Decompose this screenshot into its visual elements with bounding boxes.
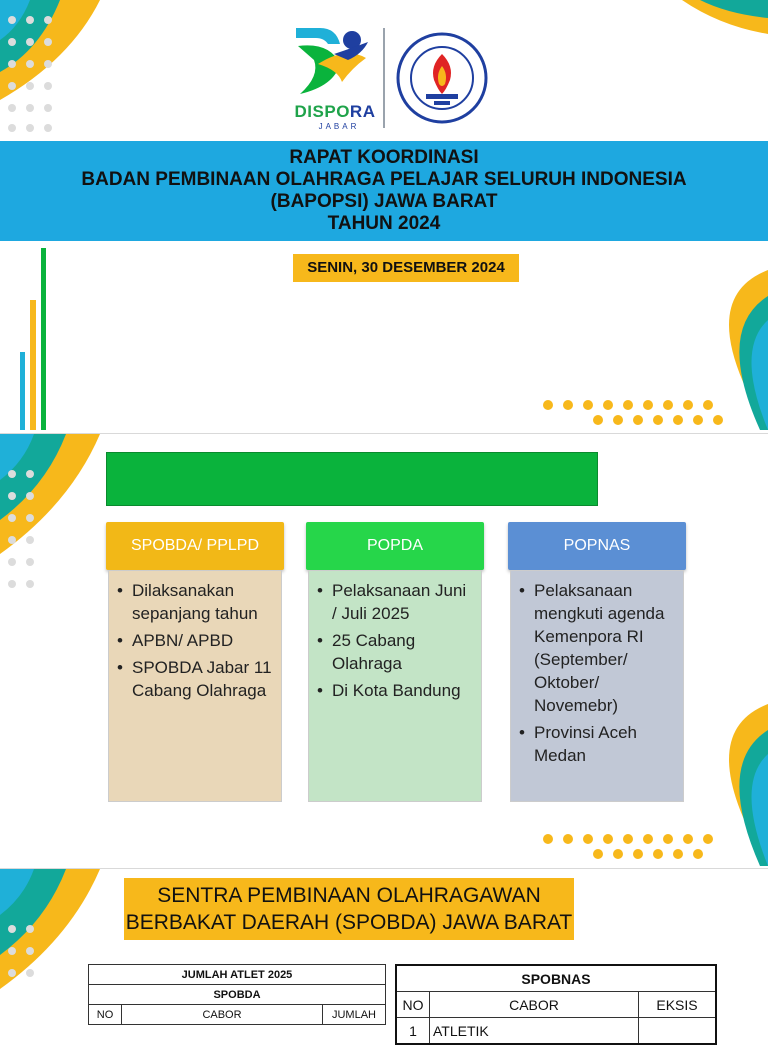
title-line-2: BADAN PEMBINAAN OLAHRAGA PELAJAR SELURUH INDONESIA xyxy=(81,169,687,190)
table-title: SPOBNAS xyxy=(396,965,716,992)
bullet-item: • Pelaksanaan Juni / Juli 2025 xyxy=(317,579,475,625)
row-eksis xyxy=(639,1018,717,1045)
bullet-item: • Di Kota Bandung xyxy=(317,679,475,702)
row-cabor: ATLETIK xyxy=(430,1018,639,1045)
dispora-logo-wordmark: DISPORA xyxy=(294,102,376,121)
bullet-item: • SPOBDA Jabar 11 Cabang Olahraga xyxy=(117,656,275,702)
title-band xyxy=(0,141,768,241)
header-cell: JUMLAH xyxy=(323,1005,386,1025)
title-line-1: RAPAT KOORDINASI xyxy=(289,147,479,168)
column-heading: POPDA xyxy=(306,522,484,570)
slide-spobda xyxy=(0,868,768,1039)
bullet-item: • Provinsi Aceh Medan xyxy=(519,721,677,767)
slide-programs xyxy=(0,433,768,866)
slide-title xyxy=(0,0,768,430)
table-header-row xyxy=(396,992,716,1018)
bullet-item: • Dilaksanakan sepanjang tahun xyxy=(117,579,275,625)
header-cell: NO xyxy=(89,1005,122,1025)
program-column-popnas xyxy=(508,522,686,802)
bullet-item: • Pelaksanaan mengkuti agenda Kemenpora RI (September/ Oktober/ Novemebr) xyxy=(519,579,677,717)
header-cell: NO xyxy=(396,992,430,1018)
table-header-row xyxy=(89,1005,386,1025)
row-number: 1 xyxy=(396,1018,430,1045)
program-column-popda xyxy=(306,522,484,802)
title-line-4: TAHUN 2024 xyxy=(327,213,441,234)
logo-group xyxy=(290,24,490,134)
athlete-count-table xyxy=(88,964,386,1025)
header-cell: CABOR xyxy=(122,1005,323,1025)
column-body xyxy=(308,570,482,802)
section-title xyxy=(124,878,574,940)
meeting-date: SENIN, 30 DESEMBER 2024 xyxy=(293,254,519,282)
dispora-logo-subtitle: JABAR xyxy=(318,122,360,131)
logo-divider xyxy=(383,28,385,128)
table-title: JUMLAH ATLET 2025 xyxy=(89,965,386,985)
program-column-spobda xyxy=(106,522,284,802)
column-heading: SPOBDA/ PPLPD xyxy=(106,522,284,570)
dispora-logo-icon xyxy=(290,24,380,102)
spobnas-table xyxy=(395,964,717,1045)
bullet-item: • 25 Cabang Olahraga xyxy=(317,629,475,675)
table-row xyxy=(396,1018,716,1045)
section-title-line-2: BERBAKAT DAERAH (SPOBDA) JAWA BARAT xyxy=(125,911,573,934)
bullet-item: • APBN/ APBD xyxy=(117,629,275,652)
column-body xyxy=(510,570,684,802)
header-cell: EKSIS xyxy=(639,992,717,1018)
title-line-3: (BAPOPSI) JAWA BARAT xyxy=(270,191,498,212)
column-heading: POPNAS xyxy=(508,522,686,570)
table-subtitle: SPOBDA xyxy=(89,985,386,1005)
section-title-line-1: SENTRA PEMBINAAN OLAHRAGAWAN xyxy=(157,884,541,907)
green-header-banner xyxy=(106,452,598,506)
column-body xyxy=(108,570,282,802)
header-cell: CABOR xyxy=(430,992,639,1018)
bapopsi-seal-icon xyxy=(396,32,488,124)
